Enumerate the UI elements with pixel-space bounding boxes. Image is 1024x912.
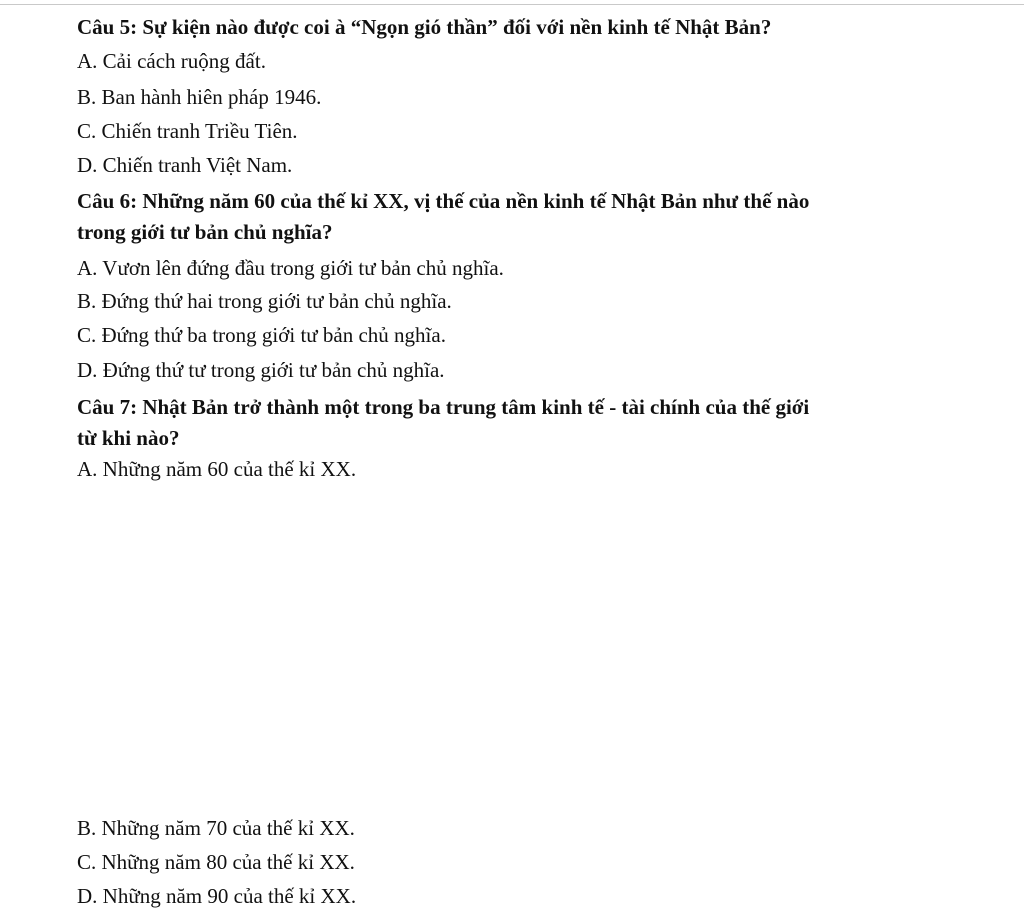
question-5-option-b: B. Ban hành hiên pháp 1946.	[77, 85, 322, 109]
question-6-option-c: C. Đứng thứ ba trong giới tư bản chủ nghĩa.	[77, 323, 446, 347]
question-7-option-b: B. Những năm 70 của thế kỉ XX.	[77, 816, 355, 840]
question-5-option-d: D. Chiến tranh Việt Nam.	[77, 153, 293, 177]
question-5-stem: Câu 5: Sự kiện nào được coi à “Ngọn gió thần” đối với nền kinh tế Nhật Bản?	[77, 15, 772, 39]
question-5-option-a: A. Cải cách ruộng đất.	[77, 49, 266, 73]
question-7-option-c: C. Những năm 80 của thế kỉ XX.	[77, 850, 355, 874]
question-7-option-a: A. Những năm 60 của thế kỉ XX.	[77, 457, 357, 481]
question-6-option-a: A. Vươn lên đứng đầu trong giới tư bản chủ nghĩa.	[77, 256, 504, 280]
question-6-stem-line-2: trong giới tư bản chủ nghĩa?	[77, 220, 333, 244]
question-7-stem-line-2: từ khi nào?	[77, 426, 180, 450]
question-6-stem-line-1: Câu 6: Những năm 60 của thế kỉ XX, vị thế của nền kinh tế Nhật Bản như thế nào	[77, 189, 810, 213]
question-7-option-d: D. Những năm 90 của thế kỉ XX.	[77, 884, 357, 908]
question-6-option-b: B. Đứng thứ hai trong giới tư bản chủ nghĩa.	[77, 289, 452, 313]
question-5-option-c: C. Chiến tranh Triều Tiên.	[77, 119, 298, 143]
question-7-stem-line-1: Câu 7: Nhật Bản trở thành một trong ba trung tâm kinh tế - tài chính của thế giới	[77, 395, 810, 419]
question-6-option-d: D. Đứng thứ tư trong giới tư bản chủ nghĩa.	[77, 358, 445, 382]
